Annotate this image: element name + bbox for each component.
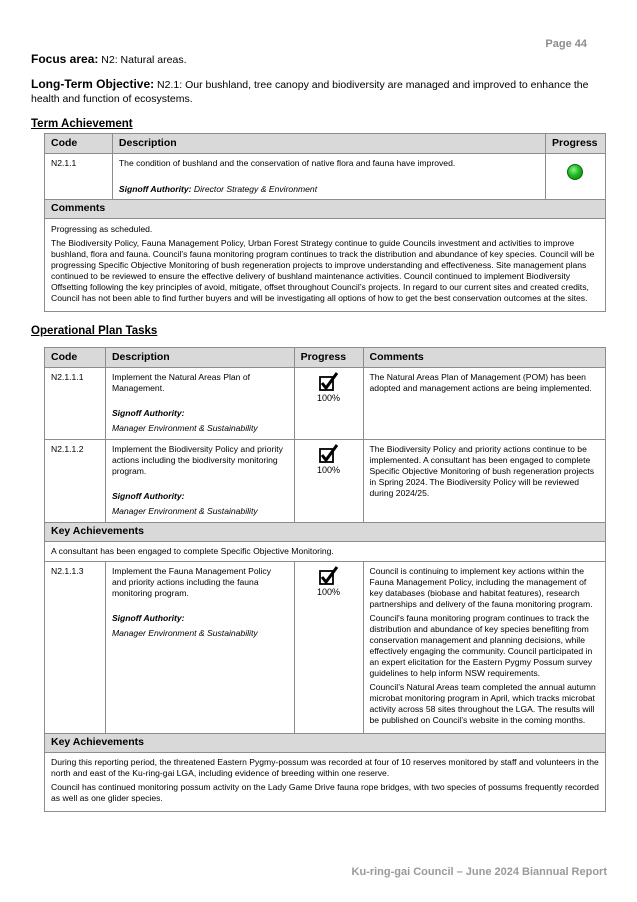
task-comment: Council’s Natural Areas team completed the annual autumn microbat monitoring program in April, which tracks microbat activity across 58 sites throughout the LGA. The results will be published on Council’s website in the coming months. [369, 682, 596, 725]
table-row [45, 154, 606, 200]
key-achievements-cell [45, 542, 606, 562]
signoff-value: Manager Environment & Sustainability [111, 506, 258, 516]
key-achievements-header: Key Achievements [45, 523, 606, 542]
table-row [45, 440, 606, 523]
status-indicator-icon [567, 164, 583, 180]
header-code: Code [45, 134, 113, 154]
key-achievement: Council has continued monitoring possum activity on the Lady Game Drive fauna rope bridges, with two species of possums frequently recorded as well as one glider species. [51, 782, 599, 803]
signoff-label: Signoff Authority: [111, 613, 185, 623]
signoff-value: Manager Environment & Sustainability [111, 423, 258, 433]
page-number: Page 44 [545, 38, 587, 50]
task-comments-cell [363, 562, 605, 734]
long-term-objective [31, 77, 606, 106]
focus-area [31, 52, 187, 66]
header-progress: Progress [545, 134, 605, 154]
header-description: Description [105, 348, 294, 368]
signoff [112, 491, 288, 517]
header-code: Code [45, 348, 106, 368]
operational-plan-title: Operational Plan Tasks [31, 325, 158, 337]
focus-area-text: Natural areas. [120, 54, 187, 66]
task-code: N2.1.1.1 [45, 368, 106, 440]
task-progress-cell [294, 368, 363, 440]
term-achievement-table [44, 133, 606, 312]
comments-header: Comments [45, 200, 606, 219]
objective-text: Our bushland, tree canopy and biodiversity are managed and improved to enhance the health and function of ecosystems. [31, 79, 589, 105]
task-description: Implement the Biodiversity Policy and priority actions including the biodiversity monitoring program. [111, 444, 283, 476]
header-progress: Progress [294, 348, 363, 368]
comment-paragraph: Progressing as scheduled. [51, 224, 153, 234]
signoff [112, 613, 288, 639]
task-description-cell [105, 368, 294, 440]
row-code: N2.1.1 [45, 154, 113, 200]
task-progress-cell [294, 562, 363, 734]
table-row [45, 562, 606, 734]
objective-label: Long-Term Objective: [31, 77, 155, 91]
task-description: Implement the Natural Areas Plan of Management. [111, 372, 250, 393]
progress-percent: 100% [317, 465, 341, 475]
task-comment: Council's fauna monitoring program continues to track the distribution and abundance of key species benefiting from conservation management and planning decisions, while effectively engaging the community. Council participated in an expert elicitation for the Eastern Pygmy Possum survey guidelines to help inform NSW requirements. [369, 613, 593, 678]
focus-area-code: N2: [101, 54, 118, 66]
task-comment: The Biodiversity Policy and priority actions continue to be implemented. A consultant has been engaged to complete Specific Objective Monitoring of bush regeneration projects in Spring 2024. The Biodiversity Policy will be reviewed during 2024/25. [369, 444, 595, 498]
signoff-value: Director Strategy & Environment [193, 184, 318, 194]
signoff-label: Signoff Authority: [111, 408, 185, 418]
header-comments: Comments [363, 348, 605, 368]
task-description: Implement the Fauna Management Policy and priority actions including the fauna monitoring program. [111, 566, 272, 598]
task-comments-cell [363, 368, 605, 440]
footer-report-title: Ku-ring-gai Council – June 2024 Biannual Report [351, 866, 607, 878]
comment-paragraph: The Biodiversity Policy, Fauna Management Policy, Urban Forest Strategy continue to guide Councils investment and activities to improve bushland, flora and fauna. Council's fauna monitoring program continues to track the distribution and abundance of key species. Council will be progressing Specific Objective Monitoring of bush regeneration projects to improve understanding and effectiveness. Site management plans continued to be reviewed to ensure the effective delivery of bushland maintenance activities. Council continued to implement Biodiversity Offsetting following the key principles of avoid, mitigate, offset throughout Council’s projects. In regard to our current sites and created credits, Council has not been able to find further buyers and will be investigating all options of how to get the best conservation outcomes at the sites. [51, 238, 595, 303]
term-header-row [45, 134, 606, 154]
task-progress-cell [294, 440, 363, 523]
signoff-label: Signoff Authority: [111, 491, 185, 501]
row-description-cell [112, 154, 545, 200]
progress-percent: 100% [317, 393, 341, 403]
signoff [119, 184, 539, 195]
task-comment: Council is continuing to implement key actions within the Fauna Management Policy, including the management of key databases (biobase and habitat features), research partnerships and delivery of the fauna monitoring program. [369, 566, 593, 609]
key-achievements-cell [45, 753, 606, 812]
operational-plan-table [44, 347, 606, 812]
key-achievement: A consultant has been engaged to complete Specific Objective Monitoring. [51, 546, 334, 556]
row-description: The condition of bushland and the conservation of native flora and fauna have improved. [118, 158, 456, 168]
checkbox-checked-icon [318, 443, 340, 465]
task-code: N2.1.1.2 [45, 440, 106, 523]
signoff-value: Manager Environment & Sustainability [111, 628, 258, 638]
term-achievement-title: Term Achievement [31, 118, 133, 130]
table-row [45, 368, 606, 440]
task-comments-cell [363, 440, 605, 523]
signoff-label: Signoff Authority: [118, 184, 192, 194]
ops-header-row [45, 348, 606, 368]
key-achievement: During this reporting period, the threatened Eastern Pygmy-possum was recorded at four of 10 reserves monitored by staff and volunteers in the north and east of the Ku-ring-gai LGA, including evidence of breeding within one reserve. [51, 757, 599, 778]
task-description-cell [105, 562, 294, 734]
task-code: N2.1.1.3 [45, 562, 106, 734]
progress-percent: 100% [317, 587, 341, 597]
key-achievements-header: Key Achievements [45, 734, 606, 753]
objective-code: N2.1: [157, 79, 183, 91]
task-comment: The Natural Areas Plan of Management (POM) has been adopted and management actions are being implemented. [369, 372, 592, 393]
row-progress-cell [545, 154, 605, 200]
checkbox-checked-icon [318, 565, 340, 587]
header-description: Description [112, 134, 545, 154]
focus-area-label: Focus area: [31, 52, 99, 66]
comments-cell [45, 219, 606, 312]
signoff [112, 408, 288, 434]
task-description-cell [105, 440, 294, 523]
checkbox-checked-icon [318, 371, 340, 393]
